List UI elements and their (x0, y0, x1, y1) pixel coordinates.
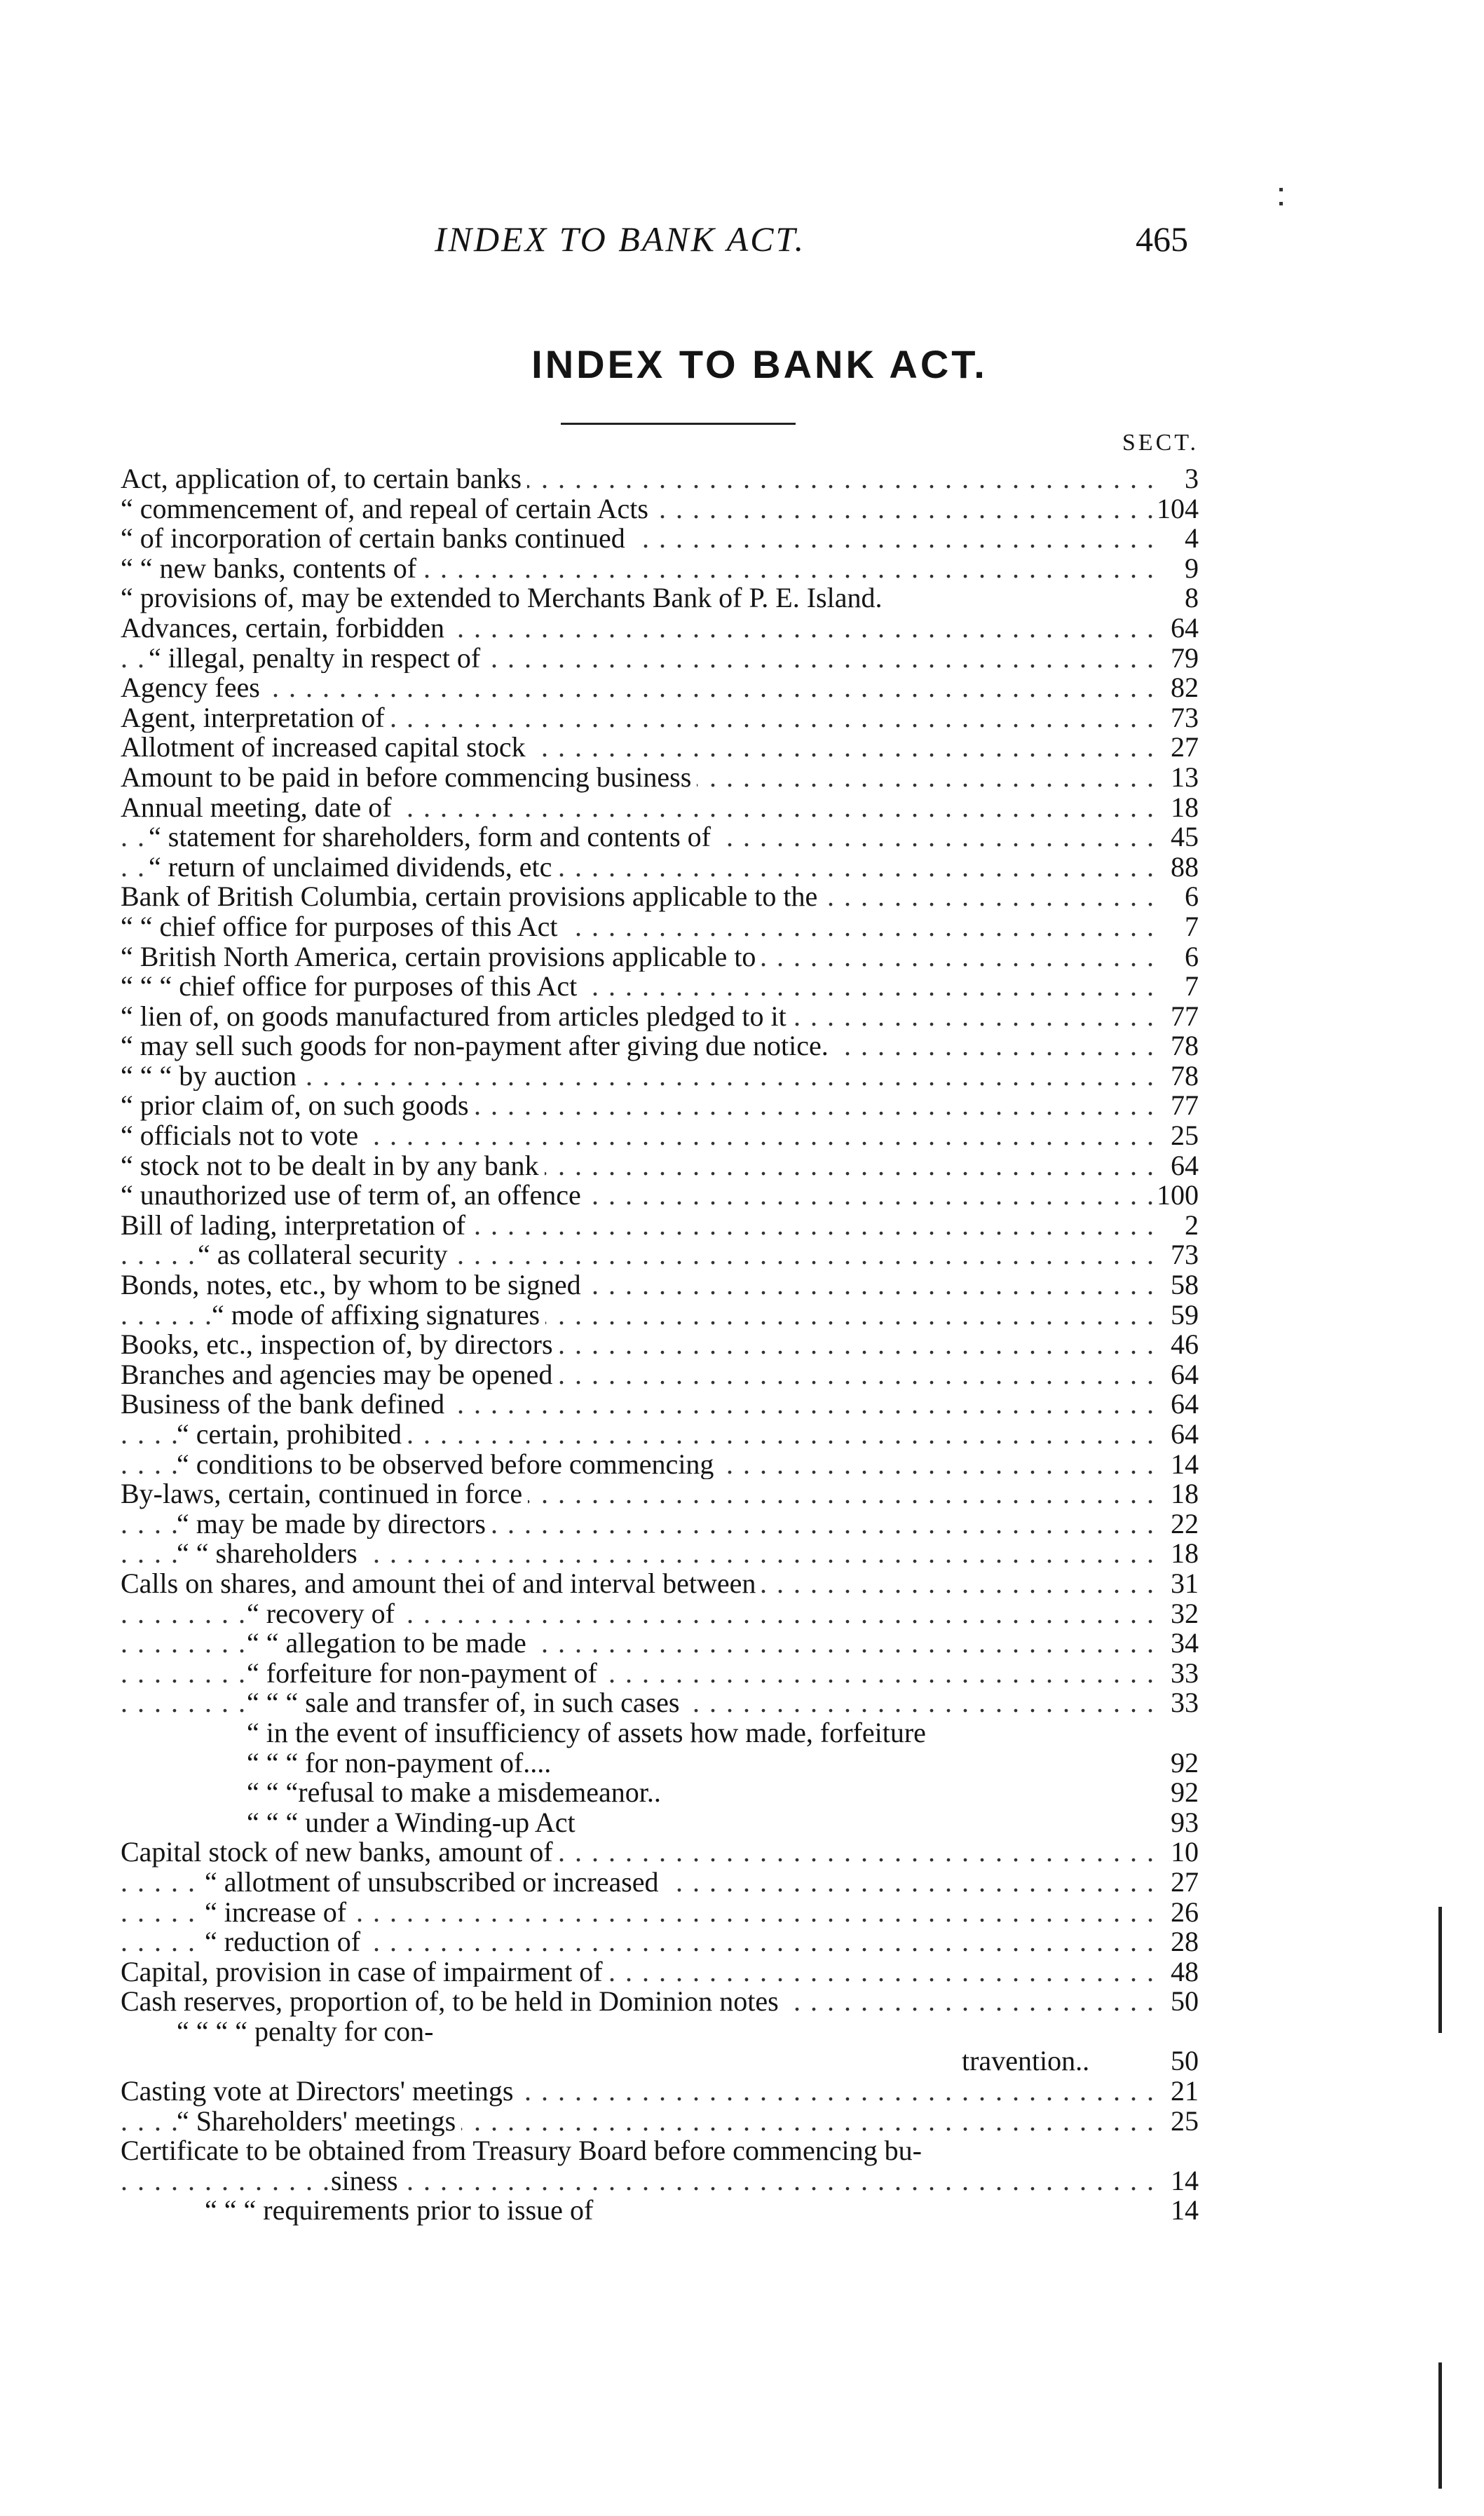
index-entry-text: travention.. (962, 2046, 1095, 2076)
index-entry (121, 1509, 1199, 1539)
index-entry (121, 1628, 1199, 1659)
margin-mark (1279, 188, 1283, 191)
index-entry (121, 1420, 1199, 1450)
index-entry (121, 1898, 1199, 1928)
index-entry (121, 1061, 1199, 1092)
index-entry-section: 93 (1155, 1808, 1199, 1838)
index-entry-section: 18 (1155, 793, 1199, 823)
index-entry-text: “ officials not to vote (121, 1121, 364, 1151)
index-entry-section: 77 (1155, 1002, 1199, 1032)
index-entry-text: “ return of unclaimed dividends, etc (149, 852, 557, 883)
index-entry (121, 1211, 1199, 1241)
index-entry-text: Bonds, notes, etc., by whom to be signed (121, 1270, 587, 1300)
index-entry-section: 18 (1155, 1539, 1199, 1569)
index-entry (121, 1121, 1199, 1151)
index-entry-text: Agency fees (121, 673, 266, 703)
index-entry-text: Capital, provision in case of impairment of (121, 1957, 608, 1987)
index-entry-text: Cash reserves, proportion of, to be held in Dominion notes (121, 1987, 784, 2017)
index-entry-text: Allotment of increased capital stock (121, 733, 531, 763)
index-entry-text: “ forfeiture for non-payment of (247, 1659, 603, 1689)
index-entry-text: “ allotment of unsubscribed or increased (205, 1868, 665, 1898)
index-entry (121, 1450, 1199, 1480)
index-entry-text: “ illegal, penalty in respect of (149, 644, 486, 674)
index-entry-text: By-laws, certain, continued in force (121, 1479, 528, 1509)
index-entry-section: 27 (1155, 733, 1199, 763)
index-entry-text: “ mode of affixing signatures (212, 1300, 545, 1331)
index-entry-text: “ unauthorized use of term of, an offence (121, 1181, 587, 1211)
index-entry-text: “ “ “ under a Winding-up Act (247, 1808, 581, 1838)
index-entry (121, 1688, 1199, 1718)
index-entry-text: “ may sell such goods for non-payment after giving due notice. (121, 1031, 834, 1061)
index-entry (121, 1031, 1199, 1061)
index-entry (121, 822, 1199, 852)
index-entry (121, 1569, 1199, 1599)
index-entry-text: Act, application of, to certain banks (121, 464, 527, 494)
margin-mark (1279, 202, 1283, 205)
index-entry-section: 10 (1155, 1837, 1199, 1868)
index-entry-text: “ “ allegation to be made (247, 1628, 532, 1659)
index-entry-section: 92 (1155, 1778, 1199, 1808)
index-entry-text: “ “ “ “ penalty for con- (177, 2017, 439, 2047)
index-entry-section: 82 (1155, 673, 1199, 703)
index-entry-text: “ “ “ by auction (121, 1061, 302, 1092)
index-entry-section: 50 (1155, 1987, 1199, 2017)
index-entry (121, 1659, 1199, 1689)
index-entry (121, 1181, 1199, 1211)
index-entry-section: 73 (1155, 703, 1199, 733)
index-entry-section: 28 (1155, 1927, 1199, 1957)
title-rule (561, 423, 796, 425)
index-entry-text: “ British North America, certain provisions applicable to (121, 942, 761, 972)
index-entry-section: 31 (1155, 1569, 1199, 1599)
index-entry-text: “ “ “refusal to make a misdemeanor.. (247, 1778, 667, 1808)
index-entry-text: “ Shareholders' meetings (177, 2107, 461, 2137)
index-entry-section: 25 (1155, 1121, 1199, 1151)
index-entry (121, 1151, 1199, 1181)
index-entry-section: 50 (1155, 2046, 1199, 2076)
index-entry-section: 7 (1155, 972, 1199, 1002)
index-entry-text: siness (331, 2166, 404, 2196)
index-entry-text: “ prior claim of, on such goods (121, 1091, 475, 1121)
index-entry (121, 912, 1199, 942)
index-entry-section: 88 (1155, 852, 1199, 883)
index-entry (121, 613, 1199, 644)
dot-leader (121, 673, 1155, 703)
index-entry (121, 1330, 1199, 1360)
index-entry (121, 2166, 1199, 2196)
index-entry (121, 1002, 1199, 1032)
index-entry (121, 673, 1199, 703)
index-entry (121, 2017, 1199, 2047)
index-entry-text: “ “ chief office for purposes of this Act (121, 912, 564, 942)
index-entry-section: 45 (1155, 822, 1199, 852)
index-entry-text: “ “ new banks, contents of (121, 554, 422, 584)
index-entry (121, 494, 1199, 524)
dot-leader (121, 2166, 1155, 2196)
index-entry-section: 14 (1155, 2166, 1199, 2196)
index-entry-section: 33 (1155, 1659, 1199, 1689)
index-entry-section: 26 (1155, 1898, 1199, 1928)
index-entry (121, 852, 1199, 883)
page-number: 465 (1136, 219, 1188, 259)
index-entry-section: 64 (1155, 613, 1199, 644)
index-entry-text: “ conditions to be observed before commencing (177, 1450, 719, 1480)
index-entry-text: Business of the bank defined (121, 1389, 450, 1420)
index-entry-text: Branches and agencies may be opened (121, 1360, 558, 1390)
index-entry-section: 79 (1155, 644, 1199, 674)
index-entry-section: 21 (1155, 2076, 1199, 2107)
index-entry-section: 32 (1155, 1599, 1199, 1629)
index-entry-text: “ statement for shareholders, form and contents of (149, 822, 716, 852)
index-entry-section: 9 (1155, 554, 1199, 584)
index-entry-section: 73 (1155, 1240, 1199, 1270)
index-entry-section: 22 (1155, 1509, 1199, 1539)
index-entry-section: 64 (1155, 1389, 1199, 1420)
index-entry-section: 78 (1155, 1061, 1199, 1092)
index-entry-text: “ “ “ for non-payment of.... (247, 1748, 557, 1779)
index-entry (121, 763, 1199, 793)
index-entry-text: Capital stock of new banks, amount of (121, 1837, 559, 1868)
index-entry-text: Bill of lading, interpretation of (121, 1211, 471, 1241)
index-entry-section: 77 (1155, 1091, 1199, 1121)
index-entry-section: 100 (1157, 1181, 1199, 1211)
index-entry-section: 27 (1155, 1868, 1199, 1898)
index-entry-text: “ stock not to be dealt in by any bank (121, 1151, 545, 1181)
index-entry-section: 64 (1155, 1360, 1199, 1390)
index-entry (121, 1091, 1199, 1121)
index-entry (121, 1718, 1199, 1748)
index-entry-text: “ “ “ chief office for purposes of this Act (121, 972, 583, 1002)
index-entry (121, 882, 1199, 912)
index-entry-section: 104 (1157, 494, 1199, 524)
index-entry-section: 58 (1155, 1270, 1199, 1300)
index-entry-section: 59 (1155, 1300, 1199, 1331)
index-entry (121, 644, 1199, 674)
index-entry-section: 46 (1155, 1330, 1199, 1360)
index-entry-text: “ “ “ requirements prior to issue of (205, 2196, 599, 2226)
index-entry (121, 464, 1199, 494)
index-entry (121, 554, 1199, 584)
index-entry (121, 1240, 1199, 1270)
index-entry-text: Calls on shares, and amount thei of and interval between (121, 1569, 761, 1599)
index-entry-section: 4 (1155, 524, 1199, 554)
index-entry-text: Agent, interpretation of (121, 703, 390, 733)
index-entry (121, 793, 1199, 823)
index-entry-text: “ increase of (205, 1898, 352, 1928)
index-entry-text: “ “ shareholders (177, 1539, 363, 1569)
index-entry-text: “ provisions of, may be extended to Merchants Bank of P. E. Island. (121, 583, 887, 613)
index-entry (121, 1539, 1199, 1569)
index-entry-section: 2 (1155, 1211, 1199, 1241)
index-entry-section: 33 (1155, 1688, 1199, 1718)
index-entry (121, 1300, 1199, 1331)
index-entry (121, 703, 1199, 733)
index-entry (121, 2107, 1199, 2137)
index-entry-section: 6 (1155, 882, 1199, 912)
index-entry (121, 1479, 1199, 1509)
index-entry (121, 2196, 1199, 2226)
index-entry-text: Casting vote at Directors' meetings (121, 2076, 519, 2107)
index-entry-text: Books, etc., inspection of, by directors (121, 1330, 559, 1360)
index-entry-text: “ as collateral security (198, 1240, 453, 1270)
index-entry-section: 64 (1155, 1151, 1199, 1181)
index-entry (121, 2136, 1199, 2166)
index-entry-text: Annual meeting, date of (121, 793, 397, 823)
index-entry-section: 6 (1155, 942, 1199, 972)
index-entry (121, 1778, 1199, 1808)
running-title: INDEX TO BANK ACT. (435, 219, 806, 259)
index-entry-text: Certificate to be obtained from Treasury Board before commencing bu- (121, 2136, 927, 2166)
index-entry-text: “ recovery of (247, 1599, 400, 1629)
index-entry-section: 7 (1155, 912, 1199, 942)
index-entry-section: 48 (1155, 1957, 1199, 1987)
index-entry (121, 2046, 1199, 2076)
index-entry (121, 1868, 1199, 1898)
index-entry-text: “ of incorporation of certain banks continued (121, 524, 631, 554)
index-entry (121, 583, 1199, 613)
page-edge-mark (1438, 2362, 1442, 2489)
index-entry-text: “ lien of, on goods manufactured from articles pledged to it (121, 1002, 792, 1032)
index-entry-section: 64 (1155, 1420, 1199, 1450)
page-edge-mark (1438, 1907, 1442, 2033)
index-entry (121, 972, 1199, 1002)
index-entry-text: Bank of British Columbia, certain provisions applicable to the (121, 882, 823, 912)
index-entry-section: 34 (1155, 1628, 1199, 1659)
index-entry-section: 8 (1155, 583, 1199, 613)
page-title: INDEX TO BANK ACT. (531, 342, 988, 386)
index-entry-text: “ may be made by directors (177, 1509, 491, 1539)
index-entry-section: 14 (1155, 1450, 1199, 1480)
running-head (0, 219, 1484, 268)
index-entry-text: “ reduction of (205, 1927, 366, 1957)
index-entry-section: 13 (1155, 763, 1199, 793)
index-entry (121, 2076, 1199, 2107)
index-entry-section: 14 (1155, 2196, 1199, 2226)
index-entry-text: Advances, certain, forbidden (121, 613, 450, 644)
index-entry (121, 1927, 1199, 1957)
index-entry (121, 733, 1199, 763)
index-entry-section: 25 (1155, 2107, 1199, 2137)
index-entry (121, 1808, 1199, 1838)
index-entry-text: “ in the event of insufficiency of assets how made, forfeiture (247, 1718, 932, 1748)
index-entry (121, 1748, 1199, 1779)
index-entries (121, 464, 1199, 2226)
index-entry (121, 1987, 1199, 2017)
section-column-heading: SECT. (1122, 430, 1199, 456)
index-entry-text: “ certain, prohibited (177, 1420, 407, 1450)
index-entry (121, 1360, 1199, 1390)
index-entry (121, 942, 1199, 972)
index-entry-text: “ commencement of, and repeal of certain Acts (121, 494, 654, 524)
index-entry-text: Amount to be paid in before commencing business (121, 763, 697, 793)
index-entry (121, 1837, 1199, 1868)
index-entry (121, 1957, 1199, 1987)
index-entry (121, 524, 1199, 554)
index-entry-section: 18 (1155, 1479, 1199, 1509)
index-entry-text: “ “ “ sale and transfer of, in such cases (247, 1688, 686, 1718)
index-entry (121, 1389, 1199, 1420)
index-entry-section: 78 (1155, 1031, 1199, 1061)
index-entry (121, 1599, 1199, 1629)
index-entry-section: 92 (1155, 1748, 1199, 1779)
index-entry-section: 3 (1155, 464, 1199, 494)
index-entry (121, 1270, 1199, 1300)
